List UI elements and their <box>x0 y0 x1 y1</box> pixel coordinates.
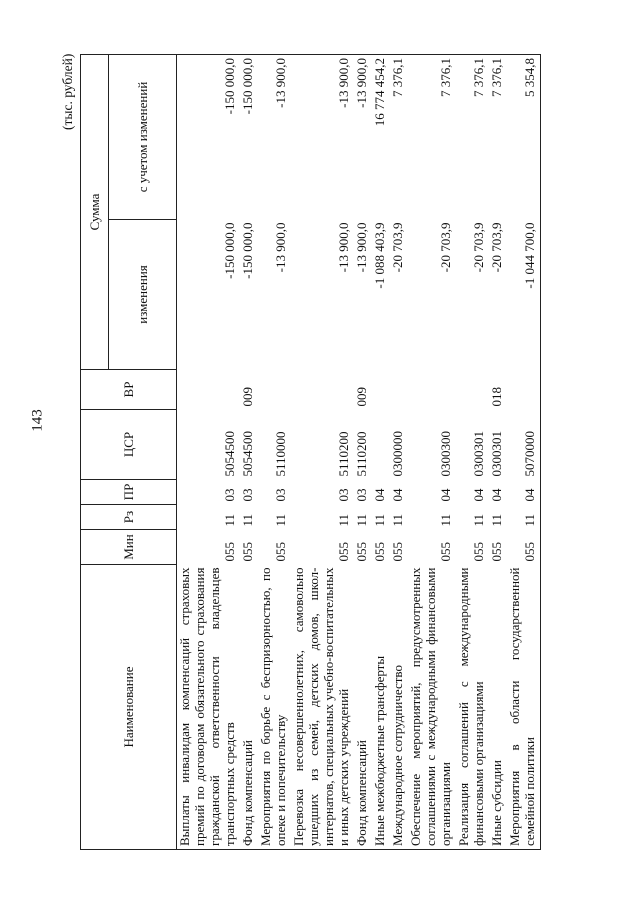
row-name: Перевозка несовершеннолетних, самовольно ушедших из семей, детских домов, школ-интернатов, специальных учебно-воспитательных и иных детских учреждений <box>291 565 354 850</box>
row-change: -1 088 403,9 <box>372 222 387 289</box>
row-vr: 018 <box>489 387 504 407</box>
row-pr: 04 <box>372 488 387 502</box>
row-name: Фонд компенсаций <box>354 565 372 850</box>
row-change: -20 703,9 <box>390 222 405 273</box>
table-row <box>372 55 390 850</box>
row-name: Иные межбюджетные трансферты <box>372 565 390 850</box>
row-name: Международное сотрудничество <box>390 565 408 850</box>
table-row <box>390 55 408 850</box>
row-min: 055 <box>354 542 369 562</box>
row-rz: 11 <box>507 505 541 530</box>
row-csr: 0300301 <box>489 431 504 477</box>
page-number: 143 <box>29 409 46 432</box>
row-min: 055 <box>240 542 255 562</box>
row-min: 055 <box>438 542 453 562</box>
row-rz: 11 <box>240 513 255 527</box>
row-total: 7 376,1 <box>489 55 507 220</box>
table-row <box>489 55 507 850</box>
row-csr: 5110000 <box>273 431 288 477</box>
table-row <box>240 55 258 850</box>
row-csr: 5054500 <box>240 431 255 477</box>
row-vr <box>258 370 291 410</box>
row-vr <box>372 370 390 410</box>
row-vr <box>177 370 241 410</box>
row-total: -13 900,0 <box>354 55 372 220</box>
table-row <box>456 55 489 850</box>
row-total: 7 376,1 <box>408 55 456 220</box>
row-pr: 04 <box>438 488 453 502</box>
row-name: Иные субсидии <box>489 565 507 850</box>
row-min: 055 <box>372 542 387 562</box>
row-vr <box>390 370 408 410</box>
table-row <box>507 55 541 850</box>
row-min: 055 <box>222 542 237 562</box>
row-change: -13 900,0 <box>354 222 369 273</box>
row-csr <box>372 410 390 480</box>
header-sum: Сумма <box>81 55 109 370</box>
row-name: Мероприятия по борьбе с беспризорностью, по опеке и попечительству <box>258 565 291 850</box>
row-csr: 5110200 <box>354 431 369 477</box>
row-name: Выплаты инвалидам компенсаций страховых премий по договорам обязательного страхования гражданской ответственности владельцев транспортных средств <box>177 565 241 850</box>
row-rz: 11 <box>489 513 504 527</box>
budget-table <box>80 54 541 850</box>
table-row <box>354 55 372 850</box>
row-min: 055 <box>273 542 288 562</box>
row-name: Мероприятия в области государственной семейной политики <box>507 565 541 850</box>
row-vr: 009 <box>240 387 255 407</box>
row-change: -1 044 700,0 <box>507 220 541 370</box>
row-vr: 009 <box>354 387 369 407</box>
row-csr: 5110200 <box>336 431 351 477</box>
row-rz: 11 <box>390 513 405 527</box>
row-rz: 11 <box>273 513 288 527</box>
row-change: -150 000,0 <box>240 222 255 279</box>
row-pr: 03 <box>273 488 288 502</box>
row-pr: 04 <box>507 480 541 505</box>
row-pr: 04 <box>489 488 504 502</box>
table-row <box>177 55 241 850</box>
row-pr: 04 <box>390 488 405 502</box>
row-name: Фонд компенсаций <box>240 565 258 850</box>
row-total: 7 376,1 <box>390 55 408 220</box>
row-total: 16 774 454,2 <box>372 55 390 220</box>
row-pr: 04 <box>471 488 486 502</box>
row-rz: 11 <box>438 513 453 527</box>
row-change: -20 703,9 <box>471 222 486 273</box>
row-min: 055 <box>471 542 486 562</box>
row-min: 055 <box>336 542 351 562</box>
row-csr: 0300000 <box>390 431 405 477</box>
row-rz: 11 <box>222 513 237 527</box>
header-csr: ЦСР <box>81 410 177 480</box>
row-vr <box>456 370 489 410</box>
units-note: (тыс. рублей) <box>60 53 75 130</box>
row-change: -20 703,9 <box>489 222 504 273</box>
header-changes: изменения <box>109 220 177 370</box>
header-rz: Рз <box>81 505 177 530</box>
header-with-changes: с учетом изменений <box>109 55 177 220</box>
header-name: Наименование <box>81 565 177 850</box>
row-csr: 0300300 <box>438 431 453 477</box>
row-change: -13 900,0 <box>273 222 288 273</box>
row-csr: 5054500 <box>222 431 237 477</box>
row-vr <box>408 370 456 410</box>
row-rz: 11 <box>471 513 486 527</box>
header-vr: ВР <box>81 370 177 410</box>
row-name: Реализация соглашений с международными финансовыми организациями <box>456 565 489 850</box>
table-row <box>291 55 354 850</box>
row-rz: 11 <box>372 513 387 527</box>
row-total: 5 354,8 <box>507 55 541 220</box>
row-vr <box>507 370 541 410</box>
row-rz: 11 <box>336 513 351 527</box>
row-pr: 03 <box>336 488 351 502</box>
row-total: -150 000,0 <box>177 55 241 220</box>
row-pr: 03 <box>354 488 369 502</box>
table-row <box>258 55 291 850</box>
row-pr: 03 <box>240 488 255 502</box>
row-vr <box>291 370 354 410</box>
header-pr: ПР <box>81 480 177 505</box>
row-change: -13 900,0 <box>336 222 351 273</box>
row-name: Обеспечение мероприятий, предусмотренных соглашениями с международными финансовыми организациями <box>408 565 456 850</box>
table-row <box>408 55 456 850</box>
row-min: 055 <box>507 530 541 565</box>
row-change: -150 000,0 <box>222 222 237 279</box>
row-total: -13 900,0 <box>291 55 354 220</box>
row-pr: 03 <box>222 488 237 502</box>
row-csr: 5070000 <box>507 410 541 480</box>
row-min: 055 <box>489 542 504 562</box>
row-change: -20 703,9 <box>438 222 453 273</box>
row-total: -150 000,0 <box>240 55 258 220</box>
row-total: 7 376,1 <box>456 55 489 220</box>
header-min: Мин <box>81 530 177 565</box>
row-min: 055 <box>390 542 405 562</box>
row-total: -13 900,0 <box>258 55 291 220</box>
row-rz: 11 <box>354 513 369 527</box>
row-csr: 0300301 <box>471 431 486 477</box>
